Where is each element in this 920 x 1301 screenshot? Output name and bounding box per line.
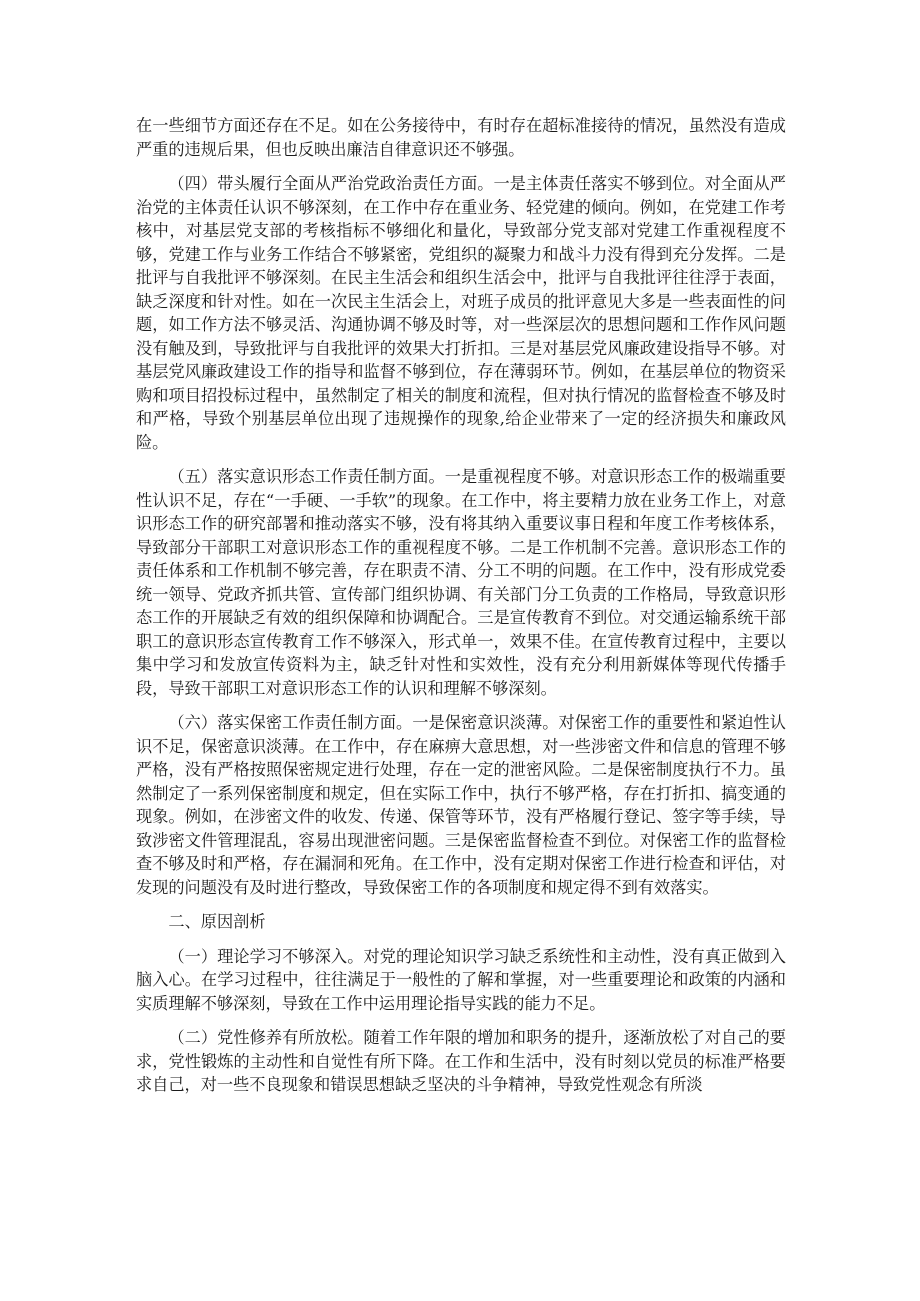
paragraph-section-5: （五）落实意识形态工作责任制方面。一是重视程度不够。对意识形态工作的极端重要性认识不足，存在“一手硬、一手软”的现象。在工作中，将主要精力放在业务工作上，对意识形态工作的研究部署和推动落实不够，没有将其纳入重要议事日程和年度工作考核体系，导致部分干部职工对意识形态工作的重视程度不够。二是工作机制不完善。意识形态工作的责任体系和工作机制不够完善，存在职责不清、分工不明的问题。在工作中，没有形成党委统一领导、党政齐抓共管、宣传部门组织协调、有关部门分工负责的工作格局，导致意识形态工作的开展缺乏有效的组织保障和协调配合。三是宣传教育不到位。对交通运输系统干部职工的意识形态宣传教育工作不够深入，形式单一，效果不佳。在宣传教育过程中，主要以集中学习和发放宣传资料为主，缺乏针对性和实效性，没有充分利用新媒体等现代传播手段，导致干部职工对意识形态工作的认识和理解不够深刻。	[136, 467, 786, 698]
document-body	[136, 114, 786, 1108]
paragraph-continuation: 在一些细节方面还存在不足。如在公务接待中，有时存在超标准接待的情况，虽然没有造成严重的违规后果，但也反映出廉洁自律意识还不够强。	[136, 116, 786, 159]
paragraph-cause-1: （一）理论学习不够深入。对党的理论知识学习缺乏系统性和主动性，没有真正做到入脑入心。在学习过程中，往往满足于一般性的了解和掌握，对一些重要理论和政策的内涵和实质理解不够深刻，导致在工作中运用理论指导实践的能力不足。	[136, 946, 786, 1013]
paragraph-section-6: （六）落实保密工作责任制方面。一是保密意识淡薄。对保密工作的重要性和紧迫性认识不足，保密意识淡薄。在工作中，存在麻痹大意思想，对一些涉密文件和信息的管理不够严格，没有严格按照保密规定进行处理，存在一定的泄密风险。二是保密制度执行不力。虽然制定了一系列保密制度和规定，但在实际工作中，执行不够严格，存在打折扣、搞变通的现象。例如，在涉密文件的收发、传递、保管等环节，没有严格履行登记、签字等手续，导致涉密文件管理混乱，容易出现泄密问题。三是保密监督检查不到位。对保密工作的监督检查不够及时和严格，存在漏洞和死角。在工作中，没有定期对保密工作进行检查和评估，对发现的问题没有及时进行整改，导致保密工作的各项制度和规定得不到有效落实。	[136, 713, 786, 897]
paragraph-cause-2: （二）党性修养有所放松。随着工作年限的增加和职务的提升，逐渐放松了对自己的要求，党性锻炼的主动性和自觉性有所下降。在工作和生活中，没有时刻以党员的标准严格要求自己，对一些不良现象和错误思想缺乏坚决的斗争精神，导致党性观念有所淡	[136, 1028, 786, 1094]
paragraph-section-4: （四）带头履行全面从严治党政治责任方面。一是主体责任落实不够到位。对全面从严治党的主体责任认识不够深刻，在工作中存在重业务、轻党建的倾向。例如，在党建工作考核中，对基层党支部的考核指标不够细化和量化，导致部分党支部对党建工作重视程度不够，党建工作与业务工作结合不够紧密，党组织的凝聚力和战斗力没有得到充分发挥。二是批评与自我批评不够深刻。在民主生活会和组织生活会中，批评与自我批评往往浮于表面，缺乏深度和针对性。如在一次民主生活会上，对班子成员的批评意见大多是一些表面性的问题，如工作方法不够灵活、沟通协调不够及时等，对一些深层次的思想问题和工作作风问题没有触及到，导致批评与自我批评的效果大打折扣。三是对基层党风廉政建设指导不够。对基层党风廉政建设工作的指导和监督不够到位，存在薄弱环节。例如，在基层单位的物资采购和项目招投标过程中，虽然制定了相关的制度和流程，但对执行情况的监督检查不够及时和严格，导致个别基层单位出现了违规操作的现象,给企业带来了一定的经济损失和廉政风险。	[136, 174, 786, 452]
section-heading-cause-analysis: 二、原因剖析	[168, 912, 266, 931]
